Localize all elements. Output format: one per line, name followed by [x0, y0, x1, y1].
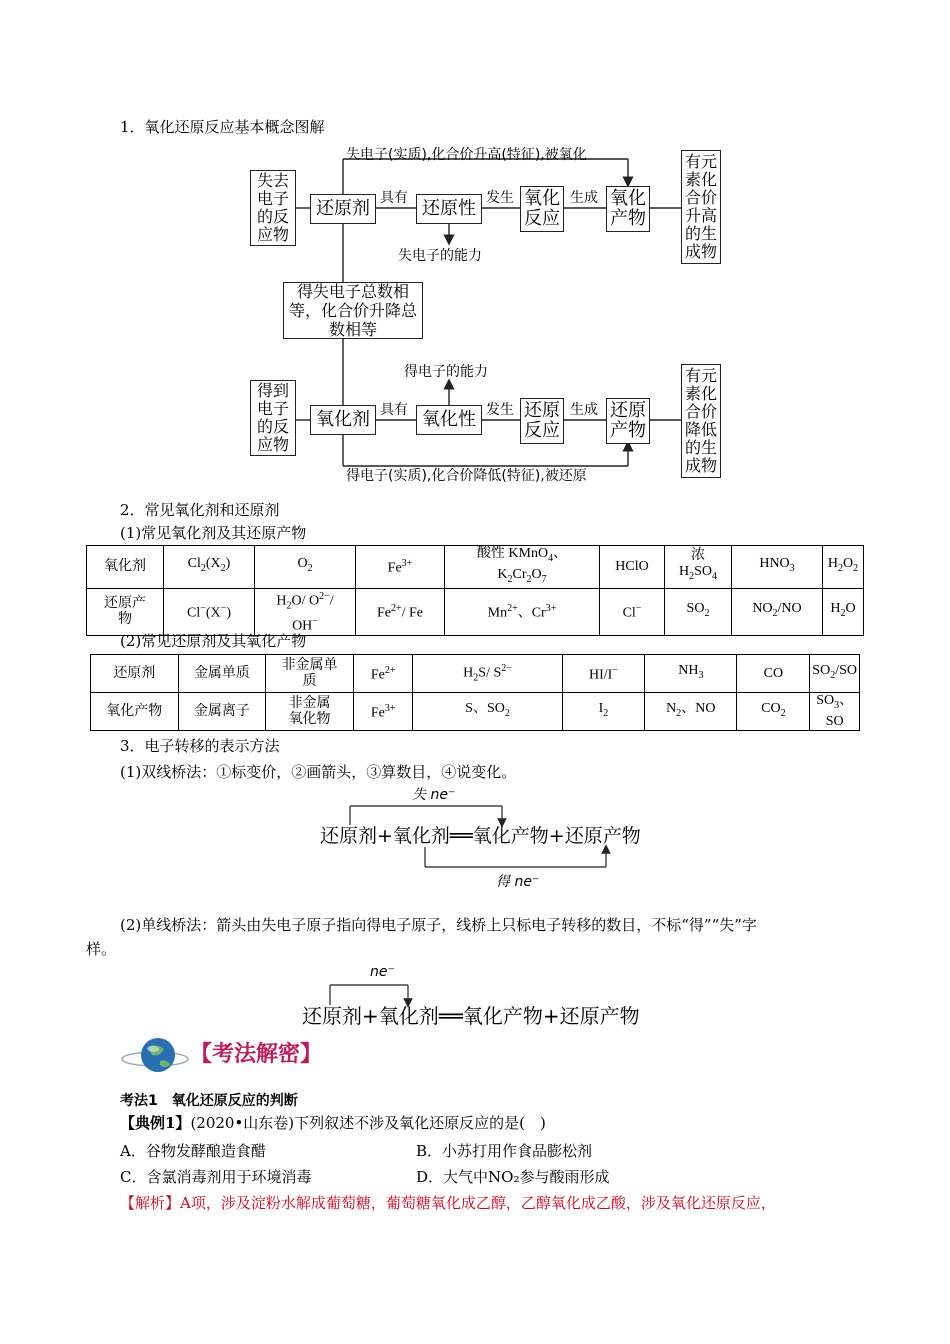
analysis: [120, 1193, 776, 1213]
example1: [120, 1113, 546, 1133]
oxidizability-box: 氧化性: [416, 405, 482, 435]
oxidizer-table: 氧化剂 $Cl_2(X_2)$ $O_2$ $Fe^{3+}$ 酸性 KMnO$_4$、 $K_2Cr_2O_7$ HClO 浓 $H_2SO_4$ $HNO_3$ $H_2O_2$ 还原产 物 Cl−(X−) $H_2O/$ $O^{2-}/$ OH− $Fe^{2+}/$ Fe $Mn^{2+}$、$Cr^{3+}$ Cl− $SO_2$ $NO_2/NO$ $H_2O$: [86, 545, 864, 636]
occur-label-1: 发生: [486, 190, 514, 206]
reducer-table: 还原剂 金属单质 非金属单 质 $Fe^{2+}$ $H_2S/$ $S^{2-}$ HI/I− $NH_3$ CO $SO_2/SO$ 氧化产物 金属离子 非金属 氧化物 $Fe^{3+}$ S、$SO_2$ $I_2$ $N_2$、NO $CO_2$ $SO_3$、SO: [90, 654, 860, 731]
has-label-2: 具有: [380, 402, 408, 418]
method1-heading: 考法1 氧化还原反应的判断: [120, 1093, 298, 1109]
gain-ne-label: 得 ne⁻: [496, 874, 540, 890]
analysis-tag: 【解析】: [120, 1194, 181, 1212]
globe-icon: [120, 1035, 190, 1077]
left-top-box: 失去电子的反应物: [250, 170, 296, 246]
lose-ne-label: 失 ne⁻: [412, 787, 456, 803]
option-c: C．含氯消毒剂用于环境消毒: [120, 1168, 312, 1186]
occur-label-2: 发生: [486, 402, 514, 418]
section3-heading: 3．电子转移的表示方法: [120, 737, 280, 755]
reducibility-box: 还原性: [416, 194, 482, 224]
reduction-reaction-box: 还原反应: [520, 398, 564, 444]
option-b: B．小苏打用作食品膨松剂: [416, 1142, 593, 1160]
reduction-product-box: 还原产物: [606, 398, 650, 444]
top-line-label: 失电子(实质),化合价升高(特征),被氧化: [346, 147, 587, 163]
generate-label-1: 生成: [570, 190, 598, 206]
single-bridge-text-1: (2)单线桥法：箭头由失电子原子指向得电子原子，线桥上只标电子转移的数目，不标“得”“失”字: [120, 916, 757, 934]
has-label-1: 具有: [380, 190, 408, 206]
generate-label-2: 生成: [570, 402, 598, 418]
example1-text: (2020•山东卷)下列叙述不涉及氧化还原反应的是( ): [190, 1114, 546, 1132]
ne-label: ne⁻: [370, 964, 395, 980]
option-a: A．谷物发酵酿造食醋: [120, 1142, 266, 1160]
gain-ability-label: 得电子的能力: [404, 364, 488, 380]
section2-heading: 2．常见氧化剂和还原剂: [120, 501, 280, 519]
section2-sub1: (1)常见氧化剂及其还原产物: [120, 524, 307, 542]
example1-tag: 【典例1】: [120, 1114, 191, 1132]
oxidation-product-box: 氧化产物: [606, 186, 650, 232]
equation-single: 还原剂+氧化剂══氧化产物+还原产物: [302, 1004, 640, 1028]
middle-box: 得失电子总数相等，化合价升降总数相等: [283, 282, 423, 339]
double-bridge-text: (1)双线桥法：①标变价，②画箭头，③算数目，④说变化。: [120, 763, 517, 781]
section2-sub2: (2)常见还原剂及其氧化产物: [120, 632, 307, 650]
single-bridge-text-2: 样。: [86, 940, 117, 958]
equation-double: 还原剂+氧化剂══氧化产物+还原产物: [320, 825, 641, 847]
right-bottom-box: 有元素化合价降低的生成物: [681, 364, 721, 478]
lose-ability-label: 失电子的能力: [398, 248, 482, 264]
banner-title: 【考法解密】: [190, 1042, 323, 1067]
bottom-line-label: 得电子(实质),化合价降低(特征),被还原: [346, 468, 587, 484]
oxidizer-box: 氧化剂: [310, 405, 376, 435]
section1-heading: 1．氧化还原反应基本概念图解: [120, 118, 325, 136]
analysis-text: A项，涉及淀粉水解成葡萄糖，葡萄糖氧化成乙醇，乙醇氧化成乙酸，涉及氧化还原反应，: [180, 1194, 776, 1212]
option-d: D．大气中NO₂参与酸雨形成: [416, 1168, 610, 1186]
left-bottom-box: 得到电子的反应物: [250, 380, 296, 456]
oxidation-reaction-box: 氧化反应: [520, 186, 564, 232]
reducer-box: 还原剂: [310, 194, 376, 224]
right-top-box: 有元素化合价升高的生成物: [681, 150, 721, 264]
